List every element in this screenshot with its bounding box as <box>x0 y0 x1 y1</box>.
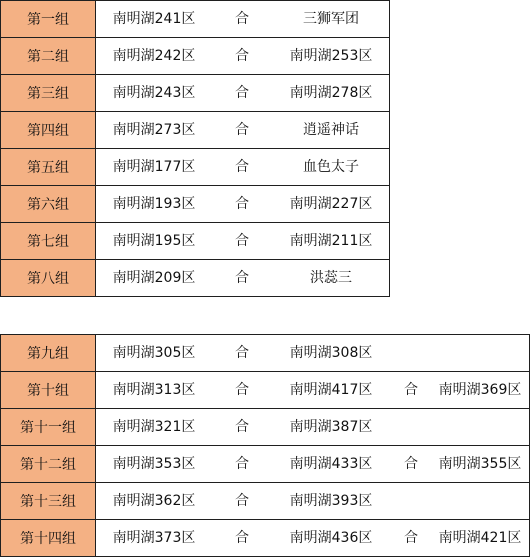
merge-operator: 合 <box>235 382 249 398</box>
merge-detail-cell <box>96 38 390 75</box>
server-b: 南明湖278区 <box>289 85 373 101</box>
merge-detail <box>96 186 389 222</box>
table-row <box>1 38 390 75</box>
table-row <box>1 483 530 520</box>
server-b: 南明湖393区 <box>289 493 373 509</box>
table-row <box>1 1 390 38</box>
merge-detail-cell <box>96 446 530 483</box>
group-label: 第四组 <box>1 112 96 149</box>
merge-detail-cell <box>96 372 530 409</box>
table-row <box>1 112 390 149</box>
merge-detail-cell <box>96 520 530 557</box>
server-a: 南明湖362区 <box>112 493 196 509</box>
server-b: 血色太子 <box>303 159 359 175</box>
merge-detail <box>96 149 389 185</box>
server-a: 南明湖241区 <box>112 11 196 27</box>
merge-detail-cell <box>96 260 390 297</box>
merge-table-1 <box>0 0 390 297</box>
merge-operator: 合 <box>404 530 418 546</box>
table-row <box>1 149 390 186</box>
server-a: 南明湖193区 <box>112 196 196 212</box>
server-a: 南明湖177区 <box>112 159 196 175</box>
merge-detail-cell <box>96 483 530 520</box>
merge-operator: 合 <box>235 11 249 27</box>
merge-detail <box>96 112 389 148</box>
merge-detail <box>96 520 529 556</box>
merge-operator: 合 <box>235 85 249 101</box>
merge-operator: 合 <box>404 382 418 398</box>
group-label: 第八组 <box>1 260 96 297</box>
server-b: 南明湖308区 <box>289 345 373 361</box>
merge-detail <box>96 38 389 74</box>
merge-detail-cell <box>96 149 390 186</box>
table-row <box>1 446 530 483</box>
merge-detail <box>96 409 529 445</box>
server-c: 南明湖421区 <box>438 530 522 546</box>
merge-detail-cell <box>96 223 390 260</box>
server-b: 南明湖436区 <box>289 530 373 546</box>
server-a: 南明湖321区 <box>112 419 196 435</box>
table-row <box>1 260 390 297</box>
merge-operator: 合 <box>235 196 249 212</box>
merge-detail-cell <box>96 186 390 223</box>
server-b: 南明湖227区 <box>289 196 373 212</box>
server-a: 南明湖209区 <box>112 270 196 286</box>
merge-detail <box>96 372 529 408</box>
group-label: 第九组 <box>1 335 96 372</box>
group-label: 第七组 <box>1 223 96 260</box>
server-b: 南明湖253区 <box>289 48 373 64</box>
group-label: 第十四组 <box>1 520 96 557</box>
merge-detail <box>96 260 389 296</box>
merge-operator: 合 <box>235 48 249 64</box>
merge-detail <box>96 483 529 519</box>
table-row <box>1 186 390 223</box>
table-row <box>1 335 530 372</box>
server-b: 洪蕊三 <box>310 270 352 286</box>
merge-operator: 合 <box>404 456 418 472</box>
merge-detail-cell <box>96 409 530 446</box>
table-row <box>1 409 530 446</box>
merge-detail <box>96 75 389 111</box>
merge-table-1-body <box>1 1 390 297</box>
server-b: 南明湖417区 <box>289 382 373 398</box>
server-b: 南明湖211区 <box>289 233 373 249</box>
merge-operator: 合 <box>235 345 249 361</box>
server-b: 南明湖433区 <box>289 456 373 472</box>
server-a: 南明湖195区 <box>112 233 196 249</box>
table-row <box>1 75 390 112</box>
merge-detail-cell <box>96 75 390 112</box>
group-label: 第十三组 <box>1 483 96 520</box>
group-label: 第六组 <box>1 186 96 223</box>
table-row <box>1 223 390 260</box>
server-b: 南明湖387区 <box>289 419 373 435</box>
merge-detail <box>96 223 389 259</box>
merge-detail <box>96 446 529 482</box>
group-label: 第一组 <box>1 1 96 38</box>
merge-table-2 <box>0 334 530 557</box>
group-label: 第三组 <box>1 75 96 112</box>
group-label: 第五组 <box>1 149 96 186</box>
merge-detail-cell <box>96 112 390 149</box>
merge-detail-cell <box>96 335 530 372</box>
merge-detail <box>96 1 389 37</box>
merge-operator: 合 <box>235 159 249 175</box>
merge-operator: 合 <box>235 270 249 286</box>
merge-table-2-body <box>1 335 530 557</box>
server-b: 三狮军团 <box>303 11 359 27</box>
server-a: 南明湖273区 <box>112 122 196 138</box>
server-a: 南明湖305区 <box>112 345 196 361</box>
server-a: 南明湖373区 <box>112 530 196 546</box>
merge-operator: 合 <box>235 493 249 509</box>
group-label: 第二组 <box>1 38 96 75</box>
server-c: 南明湖369区 <box>438 382 522 398</box>
group-label: 第十二组 <box>1 446 96 483</box>
merge-operator: 合 <box>235 122 249 138</box>
server-a: 南明湖242区 <box>112 48 196 64</box>
server-a: 南明湖353区 <box>112 456 196 472</box>
server-b: 逍遥神话 <box>303 122 359 138</box>
group-label: 第十一组 <box>1 409 96 446</box>
merge-operator: 合 <box>235 530 249 546</box>
merge-operator: 合 <box>235 233 249 249</box>
merge-detail <box>96 335 529 371</box>
group-label: 第十组 <box>1 372 96 409</box>
table-row <box>1 520 530 557</box>
server-a: 南明湖313区 <box>112 382 196 398</box>
merge-detail-cell <box>96 1 390 38</box>
merge-operator: 合 <box>235 419 249 435</box>
table-row <box>1 372 530 409</box>
server-c: 南明湖355区 <box>438 456 522 472</box>
merge-operator: 合 <box>235 456 249 472</box>
server-a: 南明湖243区 <box>112 85 196 101</box>
